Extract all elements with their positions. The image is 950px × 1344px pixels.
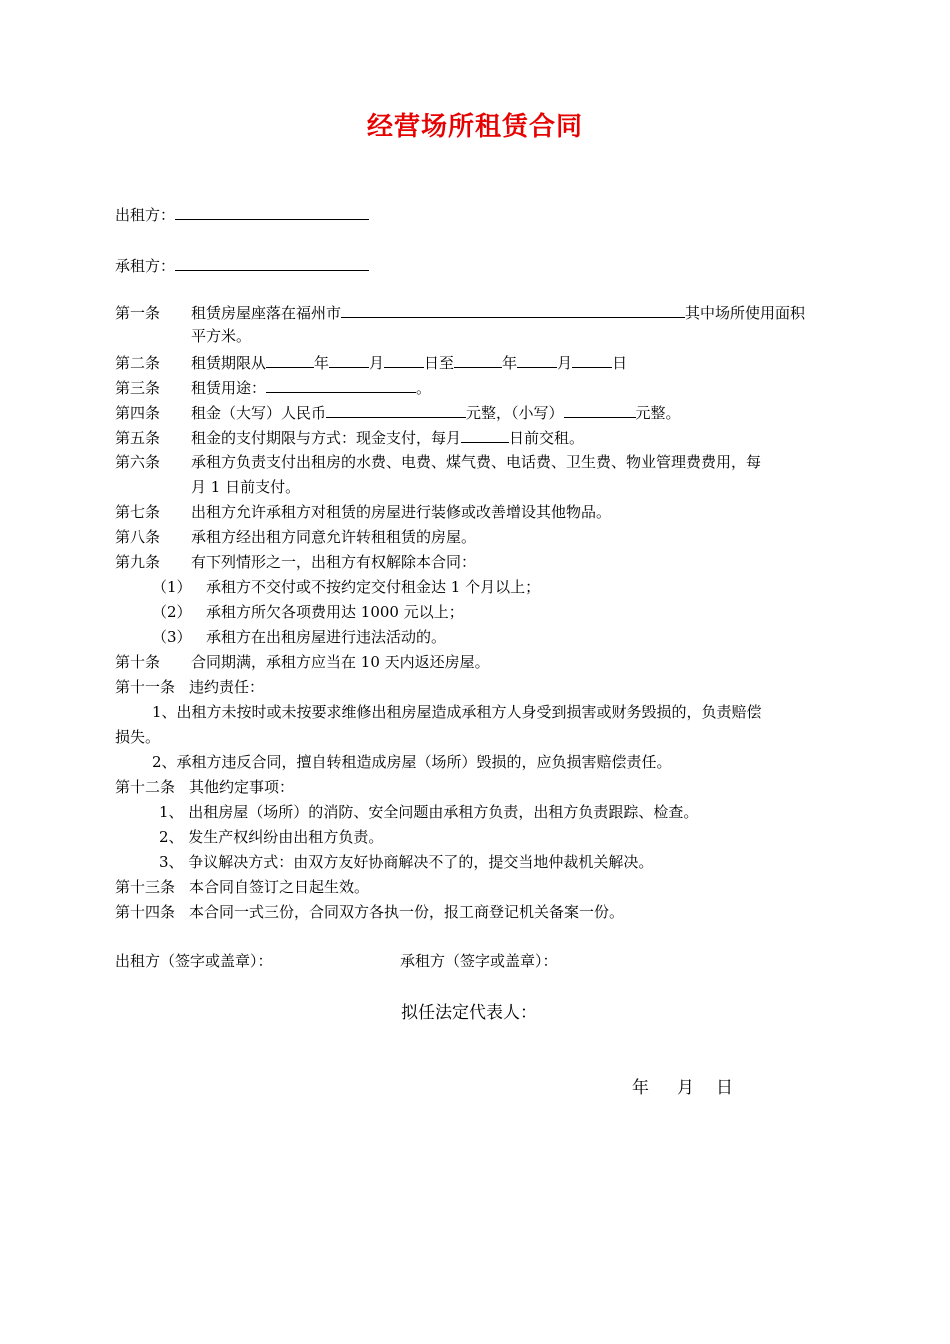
- article-9: [115, 551, 476, 573]
- lessee-blank: [175, 253, 369, 271]
- article-number: 第六条: [115, 453, 161, 471]
- article-3: [115, 375, 431, 399]
- lessee-line: [115, 253, 369, 276]
- article-text: 月: [369, 354, 385, 372]
- lessee-label: 承租方：: [115, 257, 176, 275]
- article-12-item-3: 3、 争议解决方式：由双方友好协商解决不了的，提交当地仲裁机关解决。: [159, 853, 654, 871]
- rent-upper-blank: [326, 400, 466, 418]
- article-5: [115, 425, 584, 449]
- article-6-cont: 月 1 日前支付。: [191, 478, 301, 496]
- end-day-blank: [572, 350, 612, 368]
- article-12: [115, 776, 294, 798]
- start-day-blank: [384, 350, 424, 368]
- lessee-signature-label: 承租方（签字或盖章）：: [400, 952, 558, 970]
- start-year-blank: [266, 350, 314, 368]
- article-9-item-1: [152, 576, 540, 598]
- article-text: 承租方经出租方同意允许转租租赁的房屋。: [191, 528, 477, 546]
- article-11-item-1: 1、出租方未按时或未按要求维修出租房屋造成承租方人身受到损害或财务毁损的，负责赔偿: [152, 703, 762, 721]
- rent-lower-blank: [564, 400, 636, 418]
- article-number: 第八条: [115, 528, 161, 546]
- article-12-item-2: 2、 发生产权纠纷由出租方负责。: [159, 828, 384, 846]
- article-number: 第三条: [115, 379, 161, 397]
- item-text: 承租方不交付或不按约定交付租金达 1 个月以上；: [206, 578, 541, 596]
- article-4: [115, 400, 681, 424]
- article-number: 第七条: [115, 503, 161, 521]
- date-line: [632, 1073, 733, 1098]
- item-number: （1）: [152, 578, 192, 596]
- article-text: 年: [502, 354, 518, 372]
- address-blank: [341, 300, 685, 318]
- article-text: 有下列情形之一，出租方有权解除本合同：: [191, 553, 477, 571]
- article-number: 第四条: [115, 404, 161, 422]
- article-text: 元整。: [635, 404, 681, 422]
- article-text: 违约责任：: [189, 678, 265, 696]
- article-13: [115, 876, 369, 898]
- date-day: 日: [716, 1078, 733, 1098]
- article-text: 租金（大写）人民币: [191, 404, 327, 422]
- legal-representative-label: 拟任法定代表人：: [401, 1003, 537, 1023]
- article-text: 月: [557, 354, 573, 372]
- end-year-blank: [454, 350, 502, 368]
- article-text: 日前交租。: [509, 429, 585, 447]
- article-text: 出租方允许承租方对租赁的房屋进行装修或改善增设其他物品。: [191, 503, 612, 521]
- article-10: [115, 651, 490, 673]
- article-text: 租赁用途：: [191, 379, 267, 397]
- lessor-line: [115, 202, 369, 225]
- article-text: 本合同一式三份，合同双方各执一份，报工商登记机关备案一份。: [189, 903, 625, 921]
- article-number: 第十一条: [115, 678, 176, 696]
- article-text: 租赁房屋座落在福州市: [191, 304, 342, 322]
- item-number: （3）: [152, 628, 192, 646]
- article-11-item-1-cont: 损失。: [115, 728, 161, 746]
- article-text: 其他约定事项：: [189, 778, 295, 796]
- start-month-blank: [329, 350, 369, 368]
- article-text: 日: [612, 354, 628, 372]
- article-number: 第五条: [115, 429, 161, 447]
- article-text: 年: [314, 354, 330, 372]
- pay-day-blank: [461, 425, 509, 443]
- lessor-blank: [175, 202, 369, 220]
- article-number: 第一条: [115, 304, 161, 322]
- article-number: 第十二条: [115, 778, 176, 796]
- article-1: [115, 300, 805, 324]
- article-11-item-2: 2、承租方违反合同，擅自转租造成房屋（场所）毁损的，应负损害赔偿责任。: [152, 753, 672, 771]
- lessor-label: 出租方：: [115, 206, 176, 224]
- end-month-blank: [517, 350, 557, 368]
- article-number: 第十三条: [115, 878, 176, 896]
- item-text: 承租方所欠各项费用达 1000 元以上；: [206, 603, 464, 621]
- article-number: 第十四条: [115, 903, 176, 921]
- date-month: 月: [677, 1078, 694, 1098]
- article-12-item-1: 1、 出租房屋（场所）的消防、安全问题由承租方负责，出租方负责跟踪、检查。: [159, 803, 699, 821]
- article-text: 合同期满，承租方应当在 10 天内返还房屋。: [191, 653, 490, 671]
- article-text: 本合同自签订之日起生效。: [189, 878, 370, 896]
- article-9-item-2: [152, 601, 464, 623]
- article-text: 租赁期限从: [191, 354, 267, 372]
- article-number: 第二条: [115, 354, 161, 372]
- purpose-blank: [266, 375, 416, 393]
- article-7: [115, 501, 611, 523]
- lessor-signature-label: 出租方（签字或盖章）：: [115, 952, 273, 970]
- article-8: [115, 526, 476, 548]
- date-year: 年: [632, 1078, 649, 1098]
- article-9-item-3: [152, 626, 446, 648]
- article-text: 其中场所使用面积: [685, 304, 806, 322]
- article-1-cont: 平方米。: [191, 327, 252, 345]
- article-text: 日至: [424, 354, 455, 372]
- article-6: [115, 451, 761, 473]
- article-14: [115, 901, 624, 923]
- item-number: （2）: [152, 603, 192, 621]
- article-11: [115, 676, 264, 698]
- article-text: 。: [416, 379, 432, 397]
- page-title: 经营场所租赁合同: [366, 112, 583, 142]
- article-text: 租金的支付期限与方式：现金支付，每月: [191, 429, 462, 447]
- article-number: 第九条: [115, 553, 161, 571]
- article-text: 承租方负责支付出租房的水费、电费、煤气费、电话费、卫生费、物业管理费费用，每: [191, 453, 762, 471]
- item-text: 承租方在出租房屋进行违法活动的。: [206, 628, 447, 646]
- article-text: 元整，（小写）: [466, 404, 564, 422]
- article-number: 第十条: [115, 653, 161, 671]
- article-2: [115, 350, 627, 374]
